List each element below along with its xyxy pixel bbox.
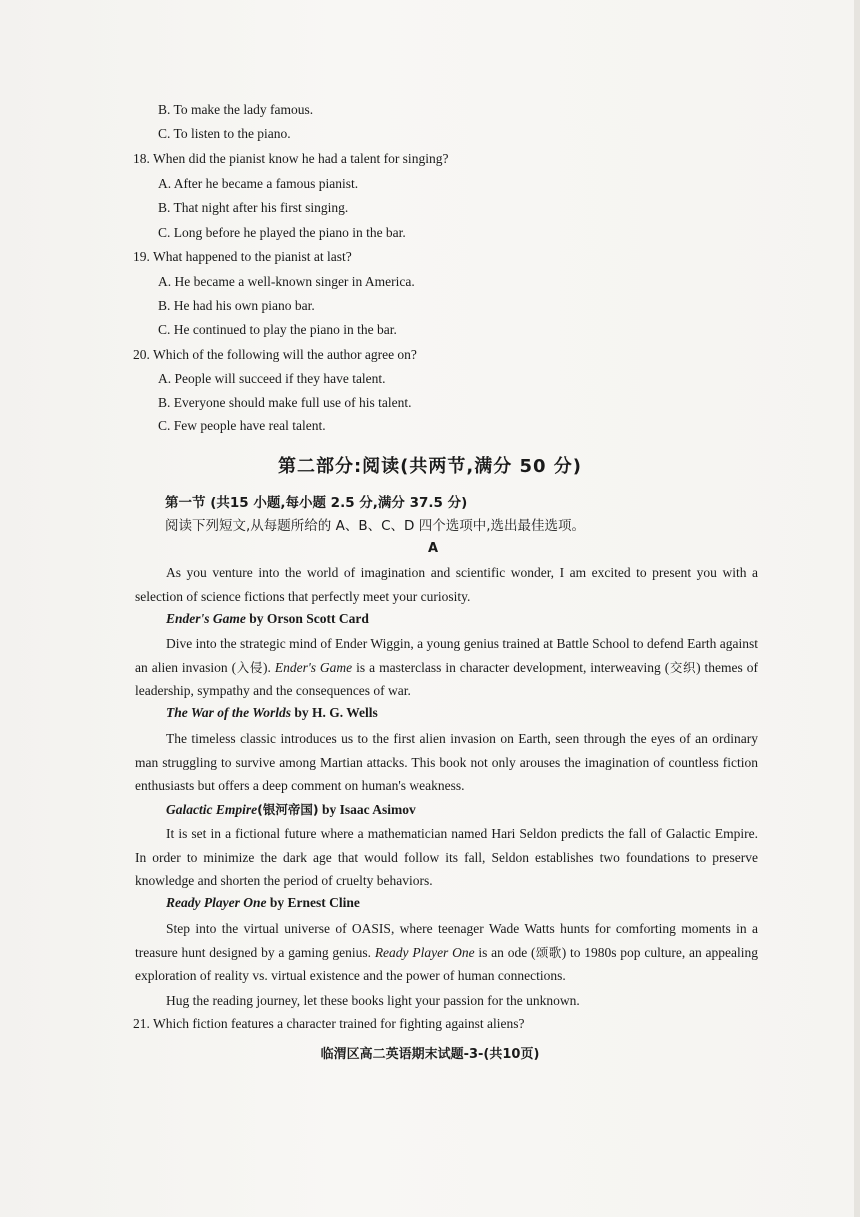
book1-author: by Orson Scott Card [245, 611, 369, 626]
option-20a: A. People will succeed if they have talent. [158, 371, 386, 386]
section-heading: 第二部分:阅读(共两节,满分 50 分) [277, 456, 583, 477]
question-19: 19. What happened to the pianist at last? [133, 249, 352, 264]
book3-author: by Isaac Asimov [318, 802, 416, 817]
option-19b: B. He had his own piano bar. [158, 298, 315, 313]
option-19a: A. He became a well-known singer in America. [158, 274, 415, 289]
option-18b: B. That night after his first singing. [158, 200, 349, 215]
question-20: 20. Which of the following will the author agree on? [133, 347, 417, 362]
cn-gloss-invasion: 入侵 [236, 659, 263, 675]
page-footer: 临渭区高二英语期末试题-3-(共10页) [320, 1047, 540, 1062]
book4-description: Step into the virtual universe of OASIS, where teenager Wade Watts hunts for comforting moments in a treasure hunt designed by a gaming genius. Ready Player One is an ode (颂歌) to 1980s pop culture, an appealing exploration of reality vs. virtual existence and the power of human connections. [135, 921, 758, 984]
option-19c: C. He continued to play the piano in the bar. [158, 322, 397, 337]
option-17b: B. To make the lady famous. [158, 102, 314, 117]
book3-heading [166, 800, 416, 818]
page-edge [854, 0, 860, 1217]
book2-title: The War of the Worlds [166, 705, 292, 720]
passage-intro: As you venture into the world of imagination and scientific wonder, I am excited to present you with a selection of science fictions that perfectly meet your curiosity. [135, 565, 758, 604]
question-21: 21. Which fiction features a character trained for fighting against aliens? [133, 1016, 525, 1031]
option-17c: C. To listen to the piano. [158, 126, 291, 141]
option-18c: C. Long before he played the piano in the bar. [158, 225, 406, 240]
passage-closing: Hug the reading journey, let these books light your passion for the unknown. [166, 993, 580, 1008]
passage-label: A [428, 541, 439, 556]
book3-title: Galactic Empire [166, 802, 258, 817]
section-subheading: 第一节 (共15 小题,每小题 2.5 分,满分 37.5 分) [165, 495, 468, 511]
book1-heading [166, 611, 369, 627]
book4-title: Ready Player One [166, 895, 267, 910]
option-20c: C. Few people have real talent. [158, 418, 326, 433]
book3-cn-title: (银河帝国) [257, 802, 319, 817]
book2-description: The timeless classic introduces us to the first alien invasion on Earth, seen through the eyes of an ordinary man struggling to survive among Martian attacks. This book not only arouses the imagination of countless fiction enthusiasts but offers a deep comment on human's weakness. [135, 731, 758, 794]
cn-gloss-ode: 颂歌 [535, 944, 562, 960]
book4-heading [166, 895, 360, 911]
option-20b: B. Everyone should make full use of his talent. [158, 395, 412, 410]
book2-author: by H. G. Wells [291, 705, 378, 720]
section-instruction: 阅读下列短文,从每题所给的 A、B、C、D 四个选项中,选出最佳选项。 [165, 518, 585, 534]
book1-description: Dive into the strategic mind of Ender Wiggin, a young genius trained at Battle School to defend Earth against an alien invasion (入侵). Ender's Game is a masterclass in character development, interweaving (交织) themes of leadership, sympathy and the consequences of war. [135, 636, 758, 699]
book3-description: It is set in a fictional future where a mathematician named Hari Seldon predicts the fall of Galactic Empire. In order to minimize the dark age that would follow its fall, Seldon establishes two foundations to preserve knowledge and shorten the period of cruelty behaviors. [135, 826, 758, 889]
question-18: 18. When did the pianist know he had a talent for singing? [133, 151, 449, 166]
book4-author: by Ernest Cline [266, 895, 360, 910]
cn-gloss-interweave: 交织 [669, 659, 697, 675]
book2-heading [166, 705, 378, 721]
option-18a: A. After he became a famous pianist. [158, 176, 359, 191]
book1-title: Ender's Game [166, 611, 246, 626]
